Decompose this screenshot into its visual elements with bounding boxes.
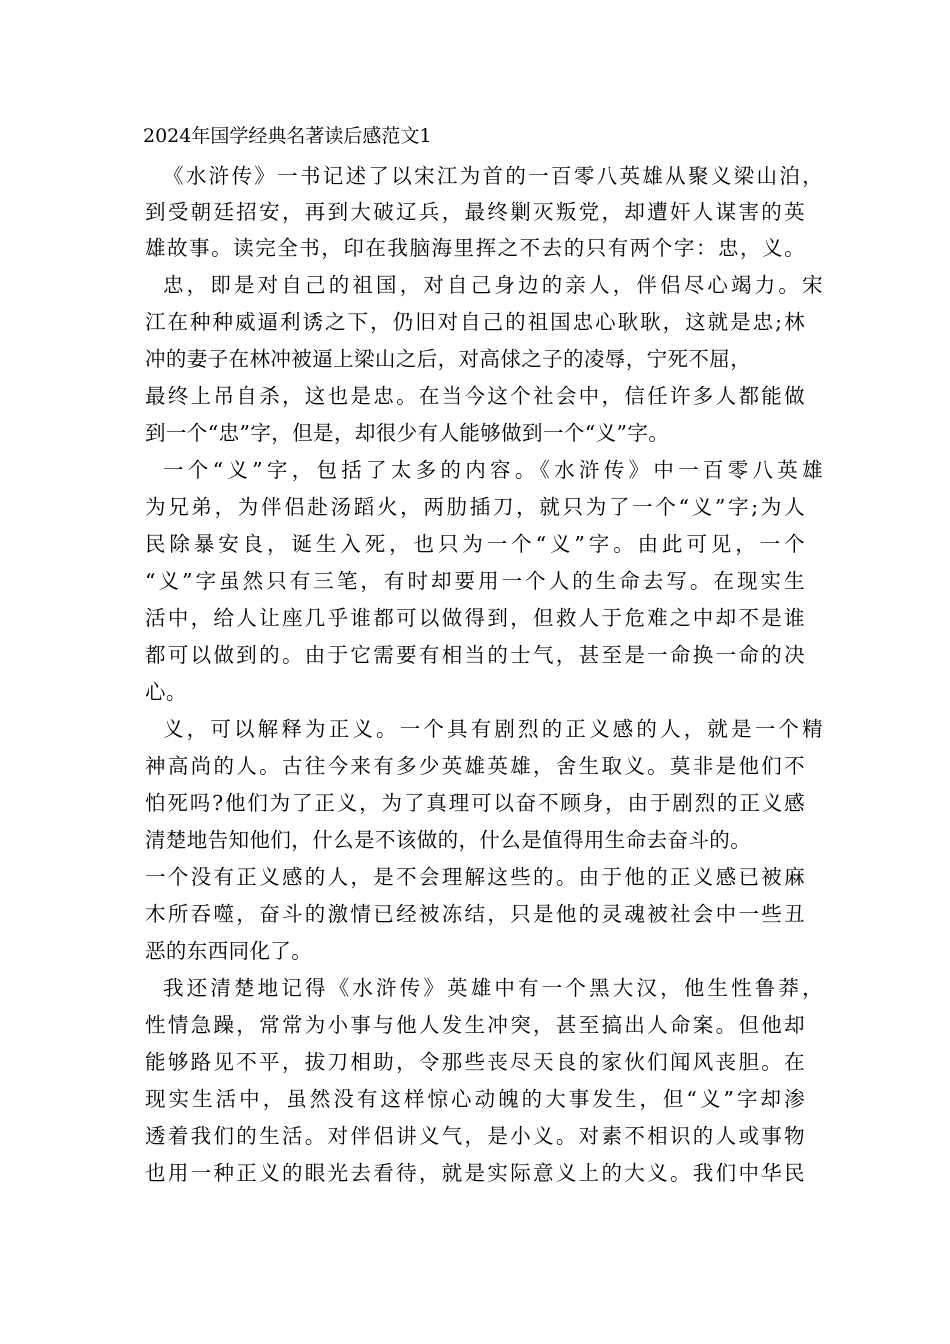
text-line: 怕死吗?他们为了正义，为了真理可以奋不顾身，由于剧烈的正义感 (145, 791, 805, 815)
text-line: 透着我们的生活。对伴侣讲义气，是小义。对素不相识的人或事物 (145, 1124, 805, 1148)
document-title: 2024年国学经典名著读后感范文1 (143, 125, 432, 147)
text-line: 恶的东西同化了。 (145, 939, 313, 963)
text-line: 也用一种正义的眼光去看待，就是实际意义上的大义。我们中华民 (145, 1161, 805, 1185)
text-line: 都可以做到的。由于它需要有相当的士气，甚至是一命换一命的决 (145, 643, 805, 667)
text-line: 我还清楚地记得《水浒传》英雄中有一个黑大汉，他生性鲁莽， (163, 976, 823, 1000)
text-line: 冲的妻子在林冲被逼上梁山之后，对高俅之子的凌辱，宁死不屈， (145, 347, 752, 371)
text-line: 活中，给人让座几乎谁都可以做得到，但救人于危难之中却不是谁 (145, 606, 805, 630)
text-line: 义，可以解释为正义。一个具有剧烈的正义感的人，就是一个精 (163, 717, 823, 741)
text-line: 一个“义”字，包括了太多的内容。《水浒传》中一百零八英雄 (163, 458, 823, 482)
text-line: 能够路见不平，拔刀相助，令那些丧尽天良的家伙们闻风丧胆。在 (145, 1050, 805, 1074)
text-line: 《水浒传》一书记述了以宋江为首的一百零八英雄从聚义梁山泊， (163, 164, 823, 188)
text-line: 清楚地告知他们，什么是不该做的，什么是值得用生命去奋斗的。 (145, 828, 752, 852)
text-line: 忠，即是对自己的祖国，对自己身边的亲人，伴侣尽心竭力。宋 (163, 273, 823, 297)
text-line: 心。 (145, 680, 187, 704)
text-line: 神高尚的人。古往今来有多少英雄英雄，舍生取义。莫非是他们不 (145, 754, 805, 778)
text-line: 到受朝廷招安，再到大破辽兵，最终剿灭叛党，却遭奸人谋害的英 (145, 200, 805, 224)
text-line: 最终上吊自杀，这也是忠。在当今这个社会中，信任许多人都能做 (145, 384, 805, 408)
text-line: 木所吞噬，奋斗的激情已经被冻结，只是他的灵魂被社会中一些丑 (145, 902, 805, 926)
text-line: 江在种种威逼利诱之下，仍旧对自己的祖国忠心耿耿，这就是忠;林 (145, 310, 805, 334)
text-line: 性情急躁，常常为小事与他人发生冲突，甚至搞出人命案。但他却 (145, 1013, 805, 1037)
text-line: 一个没有正义感的人，是不会理解这些的。由于他的正义感已被麻 (145, 865, 805, 889)
text-line: 雄故事。读完全书，印在我脑海里挥之不去的只有两个字：忠，义。 (145, 236, 805, 260)
text-line: 现实生活中，虽然没有这样惊心动魄的大事发生，但“义”字却渗 (145, 1087, 805, 1111)
text-line: 民除暴安良，诞生入死，也只为一个“义”字。由此可见，一个 (145, 532, 805, 556)
text-line: 到一个“忠”字，但是，却很少有人能够做到一个“义”字。 (145, 421, 670, 445)
text-line: “义”字虽然只有三笔，有时却要用一个人的生命去写。在现实生 (145, 569, 805, 593)
text-line: 为兄弟，为伴侣赴汤蹈火，两肋插刀，就只为了一个“义”字;为人 (145, 495, 805, 519)
